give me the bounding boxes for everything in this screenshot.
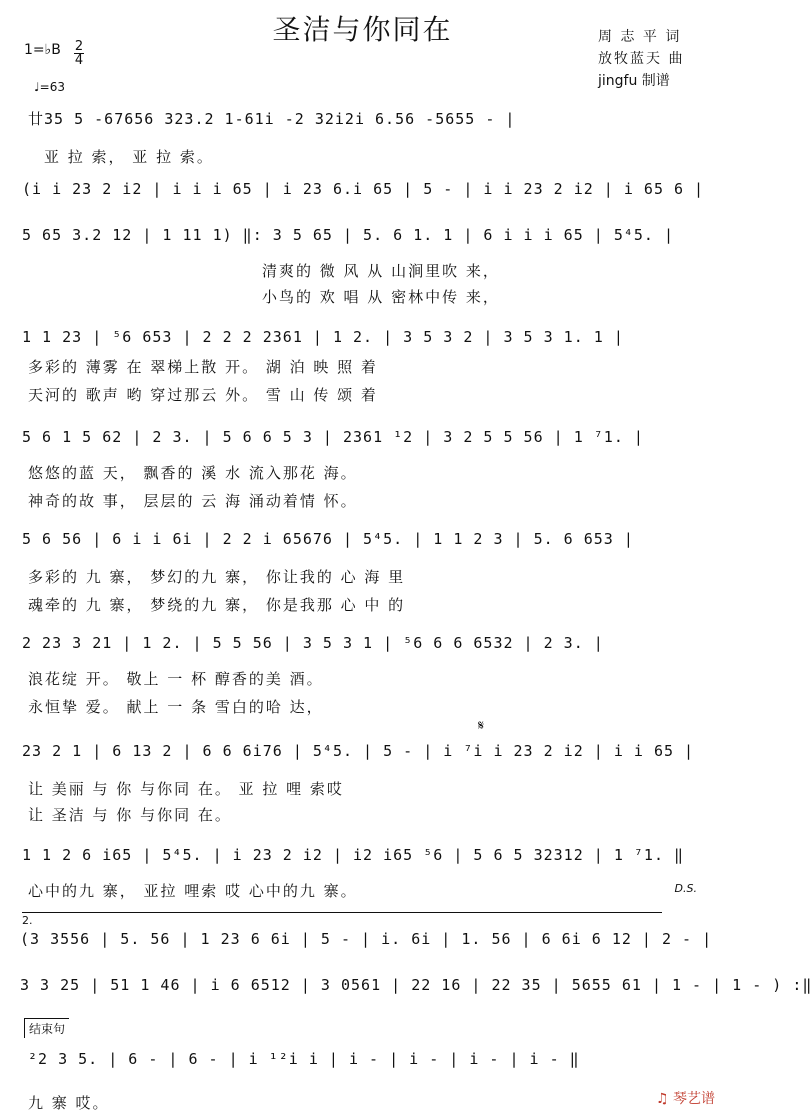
second-ending-bracket: [22, 912, 662, 913]
watermark-icon: ♫: [655, 1091, 669, 1107]
notation-line-11: 3 3 25 | 51 1 46 | i 6 6512 | 3 0561 | 22 16 | 22 35 | 5655 61 | 1 - | 1 - ) :‖: [20, 976, 812, 994]
notation-line-1: 廿35 5 -67656 323.2 1-61i -2 32i2i 6.56 -5655 - |: [28, 110, 516, 128]
notation-line-3: 5 65 3.2 12 | 1 11 1) ‖: 3 5 65 | 5. 6 1. 1 | 6 i i i 65 | 5⁴5. |: [22, 226, 674, 244]
notation-line-6: 5 6 56 | 6 i i 6i | 2 2 i 65676 | 5⁴5. | 1 1 2 3 | 5. 6 653 |: [22, 530, 634, 548]
lyric-line-5b: 神奇的故 事， 层层的 云 海 涌动着情 怀。: [28, 492, 358, 510]
lyric-line-8a: 让 美丽 与 你 与你同 在。 亚 拉 哩 索哎: [28, 780, 344, 798]
transcriber-credit: jingfu 制谱: [598, 73, 670, 89]
notation-line-10: (3 3556 | 5. 56 | 1 23 6 6i | 5 - | i. 6i | 1. 56 | 6 6i 6 12 | 2 - |: [20, 930, 713, 948]
notation-line-5: 5 6 1 5 62 | 2 3. | 5 6 6 5 3 | 2361 ¹2 | 3 2 5 5 56 | 1 ⁷1. |: [22, 428, 644, 446]
lyric-line-6b: 魂牵的 九 寨， 梦绕的九 寨， 你是我那 心 中 的: [28, 596, 406, 614]
lyric-line-4b: 天河的 歌声 哟 穿过那云 外。 雪 山 传 颂 着: [28, 386, 378, 404]
lyric-line-4a: 多彩的 薄雾 在 翠梯上散 开。 湖 泊 映 照 着: [28, 358, 378, 376]
time-signature: [74, 40, 84, 67]
lyric-line-3a: 清爽的 微 风 从 山涧里吹 来，: [262, 262, 500, 280]
key-signature: 1=♭B: [24, 42, 61, 58]
lyric-line-6a: 多彩的 九 寨， 梦幻的九 寨， 你让我的 心 海 里: [28, 568, 406, 586]
lyric-line-1a: 亚 拉 索， 亚 拉 索。: [44, 148, 214, 166]
lyric-line-7b: 永恒挚 爱。 献上 一 条 雪白的哈 达，: [28, 698, 324, 716]
lyric-line-9a: 心中的九 寨， 亚拉 哩索 哎 心中的九 寨。: [28, 882, 358, 900]
time-signature-top: 2: [74, 39, 84, 54]
notation-line-12: ²2 3 5. | 6 - | 6 - | i ¹²i i | i - | i - | i - | i - ‖: [28, 1050, 580, 1068]
lyric-line-7a: 浪花绽 开。 敬上 一 杯 醇香的美 酒。: [28, 670, 324, 688]
song-title: 圣洁与你同在: [272, 13, 453, 46]
notation-line-2: (i i 23 2 i2 | i i i 65 | i 23 6.i 65 | 5 - | i i 23 2 i2 | i 65 6 |: [22, 180, 705, 198]
time-signature-bottom: 4: [74, 53, 84, 68]
notation-line-9: 1 1 2 6 i65 | 5⁴5. | i 23 2 i2 | i2 i65 ⁵6 | 5 6 5 32312 | 1 ⁷1. ‖: [22, 846, 685, 864]
lyric-line-3b: 小鸟的 欢 唱 从 密林中传 来，: [262, 288, 500, 306]
segno-sign: 𝄋: [478, 718, 485, 734]
composer-credit: 放牧蓝天 曲: [598, 51, 685, 67]
notation-line-8: 23 2 1 | 6 13 2 | 6 6 6i76 | 5⁴5. | 5 - | i ⁷i i 23 2 i2 | i i 65 |: [22, 742, 695, 760]
lyric-line-5a: 悠悠的蓝 天， 飘香的 溪 水 流入那花 海。: [28, 464, 358, 482]
lyricist-credit: 周 志 平 词: [598, 29, 682, 45]
lyric-line-8b: 让 圣洁 与 你 与你同 在。: [28, 806, 232, 824]
second-ending-label: 2.: [22, 914, 33, 927]
coda-label: 结束句: [24, 1018, 69, 1038]
watermark-logo: [656, 1088, 715, 1108]
dal-segno-mark: D.S.: [674, 882, 697, 895]
notation-line-4: 1 1 23 | ⁵6 653 | 2 2 2 2361 | 1 2. | 3 5 3 2 | 3 5 3 1. 1 |: [22, 328, 624, 346]
watermark-text: 琴艺谱: [673, 1091, 715, 1107]
notation-line-7: 2 23 3 21 | 1 2. | 5 5 56 | 3 5 3 1 | ⁵6 6 6 6532 | 2 3. |: [22, 634, 604, 652]
lyric-line-12a: 九 寨 哎。: [28, 1094, 110, 1112]
tempo-marking: ♩=63: [34, 80, 65, 94]
